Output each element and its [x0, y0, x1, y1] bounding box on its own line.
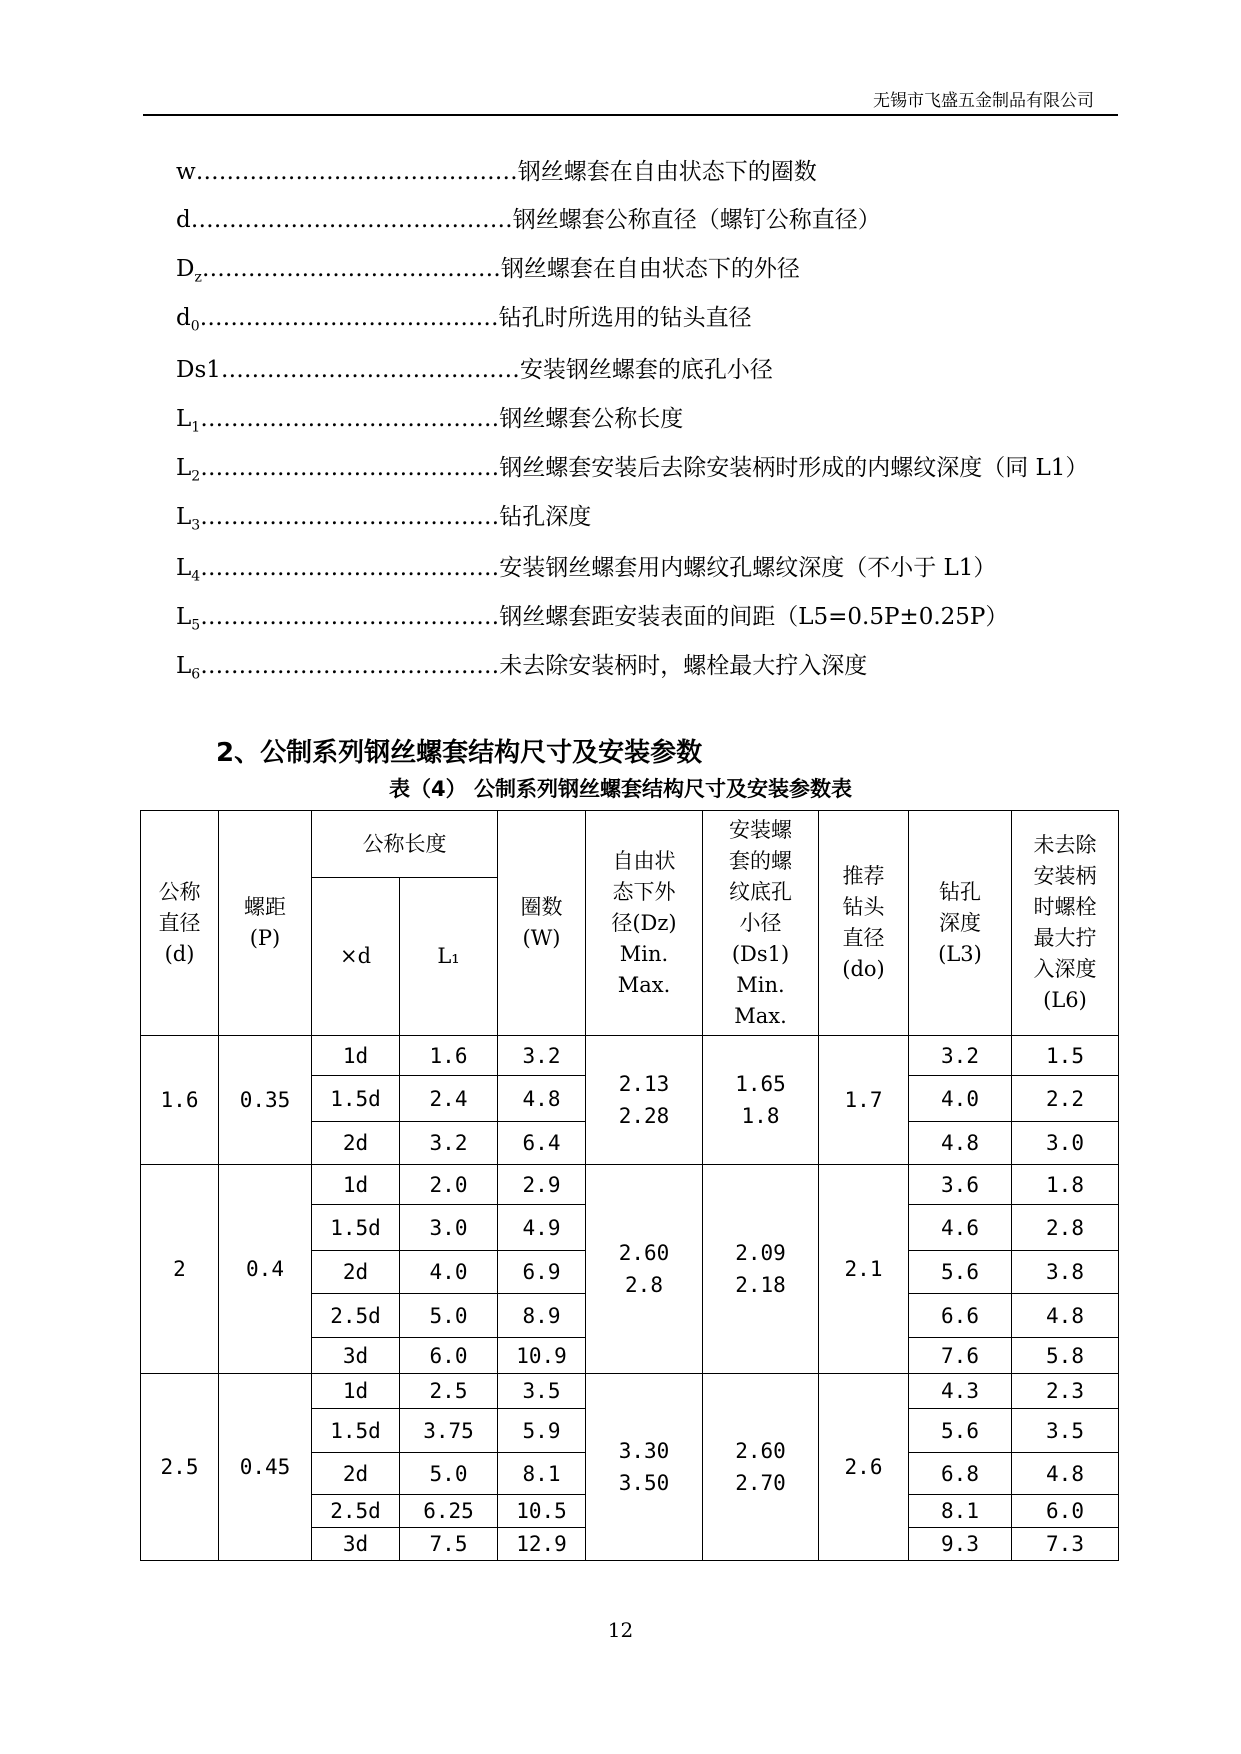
definition-description: 未去除安装柄时，螺栓最大拧入深度	[499, 653, 868, 679]
definition-description: 钢丝螺套在自由状态下的外径	[500, 256, 800, 282]
cell-drill-depth: 3.2	[909, 1036, 1012, 1076]
definition-row	[176, 646, 867, 686]
dz-min: 2.60	[618, 1241, 670, 1265]
cell-max-screw-depth: 3.5	[1012, 1409, 1119, 1453]
cell-drill-depth: 3.6	[909, 1165, 1012, 1205]
cell-drill-depth: 7.6	[909, 1338, 1012, 1374]
definition-symbol-subscript: 6	[191, 666, 201, 683]
cell-coils: 5.9	[498, 1409, 586, 1453]
definition-description: 钻孔时所选用的钻头直径	[498, 305, 752, 331]
ds1-min: 2.09	[735, 1241, 786, 1265]
cell-l1: 2.5	[400, 1374, 498, 1409]
cell-max-screw-depth: 2.2	[1012, 1076, 1119, 1122]
definition-row	[176, 497, 591, 537]
cell-drill-depth: 4.8	[909, 1122, 1012, 1165]
cell-times-d: 3d	[312, 1338, 400, 1374]
cell-free-outer-diameter	[586, 1165, 703, 1374]
cell-coils: 6.4	[498, 1122, 586, 1165]
definition-symbol-subscript: 4	[191, 568, 201, 585]
definition-leader-dots: ……………………………………	[195, 159, 518, 185]
definition-row	[176, 249, 800, 289]
header-line: 纹底孔	[729, 879, 792, 904]
header-line: 未去除	[1033, 833, 1097, 857]
definition-description: 安装钢丝螺套用内螺纹孔螺纹深度（不小于 L1）	[499, 555, 997, 581]
cell-times-d: 1.5d	[312, 1076, 400, 1122]
cell-drill-diameter: 1.7	[819, 1036, 909, 1165]
cell-free-outer-diameter	[586, 1036, 703, 1165]
cell-free-outer-diameter	[586, 1374, 703, 1561]
header-line: 自由状	[612, 848, 676, 873]
cell-max-screw-depth: 5.8	[1012, 1338, 1119, 1374]
cell-drill-diameter: 2.1	[819, 1165, 909, 1374]
table-row	[141, 1374, 1119, 1409]
cell-coils: 3.2	[498, 1036, 586, 1076]
header-line: (L6)	[1043, 988, 1087, 1012]
cell-max-screw-depth: 1.8	[1012, 1165, 1119, 1205]
cell-drill-depth: 5.6	[909, 1409, 1012, 1453]
definition-symbol: L	[176, 504, 192, 530]
cell-drill-depth: 9.3	[909, 1528, 1012, 1561]
cell-coils: 6.9	[498, 1251, 586, 1294]
cell-l1: 6.25	[400, 1495, 498, 1528]
dz-min: 3.30	[618, 1439, 670, 1463]
header-line: (Ds1)	[731, 941, 790, 966]
definition-symbol-subscript: 1	[191, 419, 201, 436]
definition-row	[176, 448, 1088, 488]
header-line: (L3)	[938, 941, 982, 966]
cell-coils: 4.9	[498, 1205, 586, 1251]
cell-pitch: 0.45	[219, 1374, 312, 1561]
cell-tap-minor-diameter	[703, 1374, 819, 1561]
header-line: 套的螺	[729, 848, 792, 873]
definition-row	[176, 399, 683, 439]
header-line: 推荐	[842, 864, 885, 888]
cell-times-d: 2d	[312, 1251, 400, 1294]
header-nominal-diameter	[141, 811, 219, 1036]
definition-symbol-subscript: 5	[191, 617, 201, 634]
definition-leader-dots: ……………………………………	[190, 207, 513, 233]
cell-times-d: 2.5d	[312, 1495, 400, 1528]
cell-l1: 6.0	[400, 1338, 498, 1374]
cell-max-screw-depth: 4.8	[1012, 1453, 1119, 1495]
header-line: 圈数	[520, 895, 563, 919]
definition-leader-dots: …………………………………	[200, 406, 500, 432]
definition-symbol: Ds1	[176, 357, 221, 383]
cell-pitch: 0.4	[219, 1165, 312, 1374]
cell-l1: 5.0	[400, 1453, 498, 1495]
header-pitch	[219, 811, 312, 1036]
header-line: 公称	[158, 879, 201, 904]
cell-drill-depth: 6.8	[909, 1453, 1012, 1495]
cell-times-d: 3d	[312, 1528, 400, 1561]
table-row	[141, 1036, 1119, 1076]
dz-min: 2.13	[618, 1072, 670, 1096]
header-line: 直径	[158, 910, 201, 935]
header-line: Max.	[734, 1003, 787, 1028]
header-line: 态下外	[612, 879, 676, 904]
cell-times-d: 1d	[312, 1165, 400, 1205]
header-line: 最大拧	[1033, 926, 1097, 950]
cell-max-screw-depth: 3.8	[1012, 1251, 1119, 1294]
ds1-max: 2.70	[735, 1471, 786, 1495]
dz-max: 2.28	[618, 1104, 670, 1128]
cell-l1: 3.75	[400, 1409, 498, 1453]
definition-description: 安装钢丝螺套的底孔小径	[519, 357, 773, 383]
cell-nominal-diameter: 2	[141, 1165, 219, 1374]
definition-symbol-subscript: 3	[191, 517, 201, 534]
header-coils	[498, 811, 586, 1036]
cell-l1: 1.6	[400, 1036, 498, 1076]
header-max-screw-depth	[1012, 811, 1119, 1036]
header-drill-depth	[909, 811, 1012, 1036]
definition-symbol: d	[176, 305, 191, 331]
definition-symbol: L	[176, 653, 192, 679]
header-line: 直径	[842, 926, 885, 950]
definition-symbol-subscript: 2	[191, 468, 201, 485]
cell-pitch: 0.35	[219, 1036, 312, 1165]
cell-max-screw-depth: 2.3	[1012, 1374, 1119, 1409]
definition-row	[176, 200, 881, 240]
table-caption: 表（4） 公制系列钢丝螺套结构尺寸及安装参数表	[389, 777, 852, 801]
definition-row	[176, 298, 752, 338]
definition-row	[176, 597, 1008, 637]
section-title: 2、公制系列钢丝螺套结构尺寸及安装参数	[216, 738, 703, 768]
ds1-min: 1.65	[735, 1072, 786, 1096]
header-drill-diameter	[819, 811, 909, 1036]
definition-description: 钢丝螺套安装后去除安装柄时形成的内螺纹深度（同 L1）	[499, 455, 1089, 481]
header-line: 安装螺	[729, 817, 792, 842]
header-rule	[143, 114, 1118, 116]
definition-symbol: w	[176, 159, 196, 185]
cell-max-screw-depth: 3.0	[1012, 1122, 1119, 1165]
ds1-min: 2.60	[735, 1439, 786, 1463]
dz-max: 3.50	[618, 1471, 670, 1495]
cell-drill-depth: 4.6	[909, 1205, 1012, 1251]
header-company-name: 无锡市飞盛五金制品有限公司	[873, 91, 1094, 111]
header-line: (d)	[164, 941, 195, 966]
header-line: 钻头	[842, 895, 885, 919]
definition-leader-dots: …………………………………	[200, 455, 500, 481]
cell-max-screw-depth: 2.8	[1012, 1205, 1119, 1251]
header-line: 螺距	[244, 895, 286, 919]
cell-tap-minor-diameter	[703, 1165, 819, 1374]
cell-l1: 3.0	[400, 1205, 498, 1251]
cell-max-screw-depth: 6.0	[1012, 1495, 1119, 1528]
ds1-max: 2.18	[735, 1273, 786, 1297]
header-line: Min.	[619, 941, 669, 966]
definition-description: 钢丝螺套公称长度	[499, 406, 684, 432]
definition-leader-dots: …………………………………	[200, 555, 500, 581]
cell-drill-depth: 4.3	[909, 1374, 1012, 1409]
cell-coils: 8.1	[498, 1453, 586, 1495]
cell-coils: 3.5	[498, 1374, 586, 1409]
cell-times-d: 1.5d	[312, 1205, 400, 1251]
cell-l1: 5.0	[400, 1294, 498, 1338]
definition-symbol: d	[176, 207, 191, 233]
cell-l1: 2.4	[400, 1076, 498, 1122]
cell-times-d: 1d	[312, 1374, 400, 1409]
definition-symbol: L	[176, 455, 192, 481]
header-line: 安装柄	[1033, 864, 1097, 888]
header-line: Max.	[617, 972, 671, 997]
cell-tap-minor-diameter	[703, 1036, 819, 1165]
header-line: (P)	[249, 926, 281, 950]
definition-description: 钢丝螺套在自由状态下的圈数	[517, 159, 817, 185]
definition-row	[176, 152, 817, 192]
definition-description: 钢丝螺套公称直径（螺钉公称直径）	[512, 207, 881, 233]
definition-leader-dots: …………………………………	[200, 604, 500, 630]
definition-leader-dots: …………………………………	[200, 504, 500, 530]
header-line: (do)	[842, 957, 885, 981]
definition-leader-dots: …………………………………	[199, 305, 499, 331]
cell-l1: 7.5	[400, 1528, 498, 1561]
cell-drill-diameter: 2.6	[819, 1374, 909, 1561]
header-line: 径(Dz)	[611, 910, 677, 935]
cell-max-screw-depth: 7.3	[1012, 1528, 1119, 1561]
cell-max-screw-depth: 1.5	[1012, 1036, 1119, 1076]
cell-times-d: 2.5d	[312, 1294, 400, 1338]
cell-coils: 10.5	[498, 1495, 586, 1528]
cell-coils: 4.8	[498, 1076, 586, 1122]
definition-description: 钻孔深度	[499, 504, 592, 530]
definition-description: 钢丝螺套距安装表面的间距（L5=0.5P±0.25P）	[499, 604, 1009, 630]
dz-max: 2.8	[625, 1273, 663, 1297]
header-l1: L₁	[400, 878, 498, 1036]
header-line: 时螺栓	[1033, 895, 1097, 919]
definition-symbol: L	[176, 555, 192, 581]
cell-drill-depth: 5.6	[909, 1251, 1012, 1294]
cell-drill-depth: 8.1	[909, 1495, 1012, 1528]
header-tap-minor-diameter	[703, 811, 819, 1036]
definition-symbol: L	[176, 604, 192, 630]
cell-drill-depth: 6.6	[909, 1294, 1012, 1338]
header-free-outer-diameter	[586, 811, 703, 1036]
cell-nominal-diameter: 2.5	[141, 1374, 219, 1561]
cell-l1: 4.0	[400, 1251, 498, 1294]
definition-symbol-subscript: z	[194, 269, 202, 286]
definition-leader-dots: …………………………………	[201, 256, 501, 282]
cell-times-d: 2d	[312, 1453, 400, 1495]
page-number: 12	[607, 1618, 634, 1642]
header-line: (W)	[522, 926, 561, 950]
cell-max-screw-depth: 4.8	[1012, 1294, 1119, 1338]
cell-times-d: 1.5d	[312, 1409, 400, 1453]
cell-coils: 8.9	[498, 1294, 586, 1338]
header-line: 深度	[939, 910, 981, 935]
header-line: 入深度	[1033, 957, 1097, 981]
definition-leader-dots: …………………………………	[200, 653, 500, 679]
definition-symbol-subscript: 0	[190, 318, 200, 335]
ds1-max: 1.8	[741, 1104, 780, 1128]
definition-symbol: L	[176, 406, 192, 432]
header-line: Min.	[736, 972, 785, 997]
cell-coils: 12.9	[498, 1528, 586, 1561]
definition-symbol: D	[176, 256, 195, 282]
cell-l1: 2.0	[400, 1165, 498, 1205]
definition-row	[176, 350, 773, 390]
parameters-table	[140, 810, 1119, 1561]
header-line: 小径	[739, 910, 782, 935]
cell-drill-depth: 4.0	[909, 1076, 1012, 1122]
definition-leader-dots: …………………………………	[220, 357, 520, 383]
cell-l1: 3.2	[400, 1122, 498, 1165]
definition-row	[176, 548, 996, 588]
cell-times-d: 1d	[312, 1036, 400, 1076]
header-times-d: ×d	[312, 878, 400, 1036]
header-line: 钻孔	[939, 879, 981, 904]
header-nominal-length: 公称长度	[312, 811, 498, 878]
table-row	[141, 1165, 1119, 1205]
cell-coils: 2.9	[498, 1165, 586, 1205]
cell-times-d: 2d	[312, 1122, 400, 1165]
cell-nominal-diameter: 1.6	[141, 1036, 219, 1165]
cell-coils: 10.9	[498, 1338, 586, 1374]
